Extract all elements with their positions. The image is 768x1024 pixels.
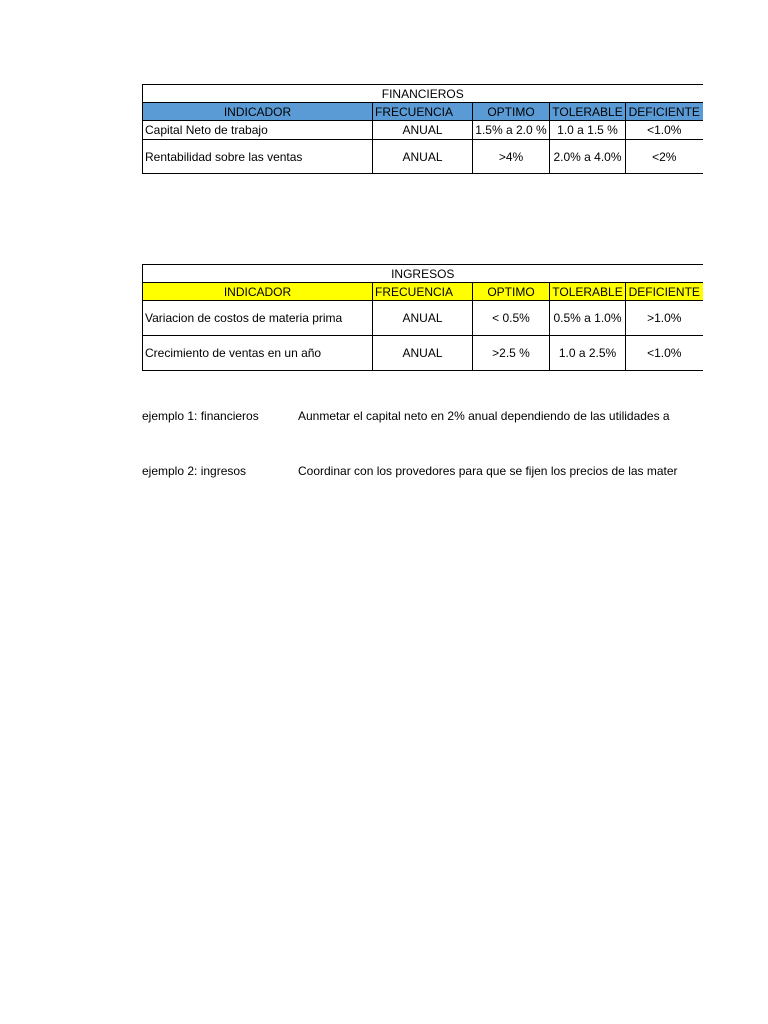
header-deficiente[interactable]: DEFICIENTE — [626, 103, 703, 121]
cell-indicador[interactable]: Crecimiento de ventas en un año — [143, 336, 373, 371]
table-title-row — [143, 265, 703, 283]
header-frecuencia[interactable]: FRECUENCIA — [373, 283, 473, 301]
table-header-row — [143, 103, 703, 121]
table-title-row — [143, 85, 703, 103]
cell-tolerable[interactable]: 1.0 a 2.5% — [550, 336, 626, 371]
example-2-label[interactable]: ejemplo 2: ingresos — [142, 464, 247, 478]
example-1-label[interactable]: ejemplo 1: financieros — [142, 409, 259, 423]
ingresos-title[interactable]: INGRESOS — [143, 265, 703, 283]
cell-frecuencia[interactable]: ANUAL — [373, 301, 473, 336]
cell-deficiente[interactable]: <1.0% — [626, 121, 703, 140]
header-tolerable[interactable]: TOLERABLE — [550, 103, 626, 121]
cell-optimo[interactable]: >2.5 % — [473, 336, 550, 371]
cell-optimo[interactable]: 1.5% a 2.0 % — [473, 121, 550, 140]
table-header-row — [143, 283, 703, 301]
cell-deficiente[interactable]: <2% — [626, 140, 703, 174]
cell-optimo[interactable]: >4% — [473, 140, 550, 174]
financieros-title[interactable]: FINANCIEROS — [143, 85, 703, 103]
cell-frecuencia[interactable]: ANUAL — [373, 140, 473, 174]
example-1-text[interactable]: Aunmetar el capital neto en 2% anual dependiendo de las utilidades a — [298, 409, 670, 423]
cell-indicador[interactable]: Rentabilidad sobre las ventas — [143, 140, 373, 174]
header-indicador[interactable]: INDICADOR — [143, 283, 373, 301]
header-deficiente[interactable]: DEFICIENTE — [626, 283, 703, 301]
header-optimo[interactable]: OPTIMO — [473, 103, 550, 121]
cell-tolerable[interactable]: 0.5% a 1.0% — [550, 301, 626, 336]
header-optimo[interactable]: OPTIMO — [473, 283, 550, 301]
cell-deficiente[interactable]: >1.0% — [626, 301, 703, 336]
cell-tolerable[interactable]: 2.0% a 4.0% — [550, 140, 626, 174]
cell-optimo[interactable]: < 0.5% — [473, 301, 550, 336]
cell-indicador[interactable]: Variacion de costos de materia prima — [143, 301, 373, 336]
table-row — [143, 140, 703, 174]
cell-frecuencia[interactable]: ANUAL — [373, 336, 473, 371]
cell-tolerable[interactable]: 1.0 a 1.5 % — [550, 121, 626, 140]
table-row — [143, 301, 703, 336]
financieros-table — [142, 84, 703, 174]
example-2-text[interactable]: Coordinar con los provedores para que se fijen los precios de las mater — [298, 464, 678, 478]
header-frecuencia[interactable]: FRECUENCIA — [373, 103, 473, 121]
cell-indicador[interactable]: Capital Neto de trabajo — [143, 121, 373, 140]
table-row — [143, 336, 703, 371]
cell-frecuencia[interactable]: ANUAL — [373, 121, 473, 140]
header-tolerable[interactable]: TOLERABLE — [550, 283, 626, 301]
ingresos-table — [142, 264, 703, 371]
cell-deficiente[interactable]: <1.0% — [626, 336, 703, 371]
table-row — [143, 121, 703, 140]
header-indicador[interactable]: INDICADOR — [143, 103, 373, 121]
